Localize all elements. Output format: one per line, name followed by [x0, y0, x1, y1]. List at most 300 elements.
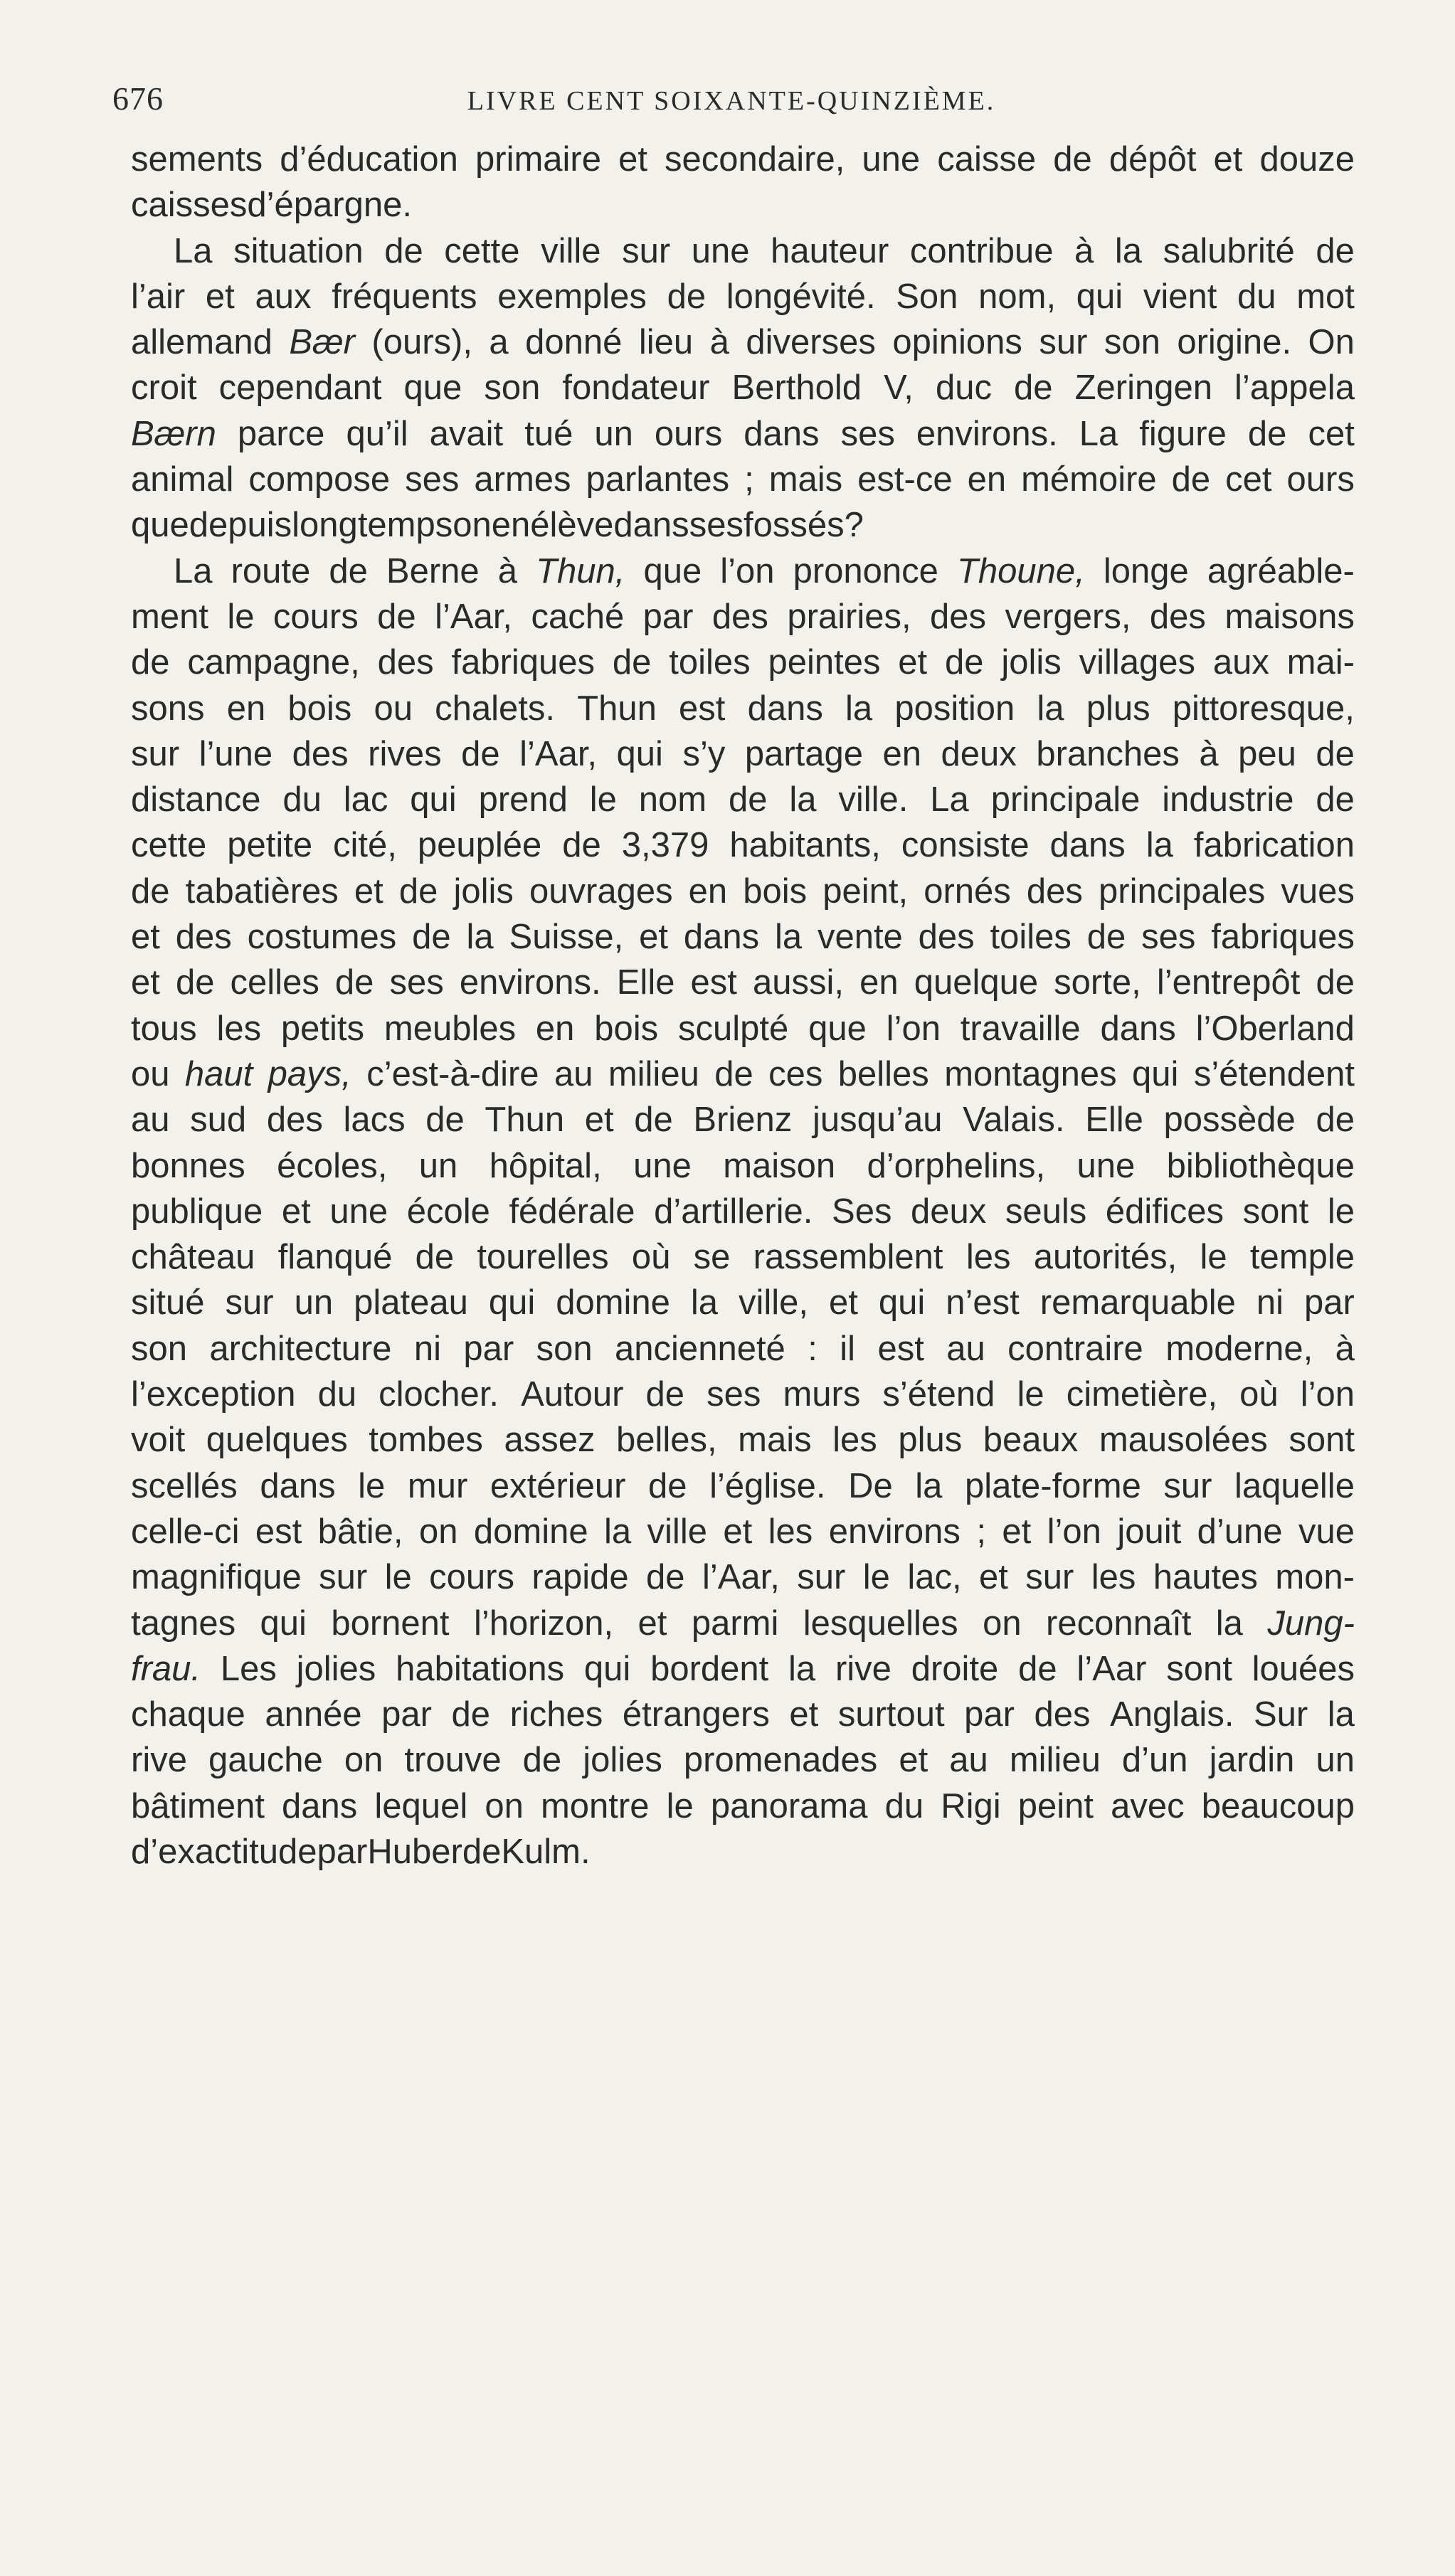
word: croit	[131, 369, 197, 408]
word: ses	[389, 963, 444, 1002]
word: d’orphelins,	[867, 1146, 1046, 1185]
word: ouvrages	[529, 871, 673, 911]
word: cet	[1308, 414, 1355, 453]
word: dépôt	[1109, 140, 1197, 179]
word: par	[381, 1695, 432, 1734]
word: la	[915, 1466, 943, 1505]
word: et	[1002, 1512, 1032, 1551]
word: vergers,	[1005, 597, 1131, 636]
word: que	[131, 506, 189, 545]
word: deux	[941, 734, 1017, 773]
word: vente	[817, 918, 903, 957]
word: ses	[405, 460, 460, 499]
word: vue	[1298, 1512, 1355, 1551]
word: Ses	[832, 1192, 892, 1231]
word: reconnaît	[1046, 1604, 1192, 1643]
word: bordent	[650, 1649, 769, 1688]
word: Les	[220, 1649, 277, 1688]
text-line	[131, 1554, 1355, 1600]
word: à	[1074, 231, 1094, 270]
word: un	[418, 1146, 458, 1185]
word: milieu	[1009, 1741, 1101, 1780]
word: on	[453, 506, 492, 545]
word: longévité.	[726, 277, 876, 316]
word: position	[894, 689, 1015, 728]
word: jusqu’au	[812, 1101, 943, 1140]
word: que	[643, 551, 702, 590]
word: d’une	[1197, 1512, 1283, 1551]
word: en	[882, 734, 922, 773]
word: de	[1316, 231, 1355, 270]
word: on	[485, 1786, 524, 1825]
word: de	[522, 1741, 562, 1780]
word: bois	[743, 871, 808, 911]
word: assez	[504, 1421, 596, 1460]
word: par	[463, 1329, 514, 1368]
word: d’un	[1121, 1741, 1188, 1780]
word: sont	[1289, 1421, 1355, 1460]
word: l’Aar	[1076, 1649, 1147, 1688]
word: avec	[1111, 1786, 1185, 1825]
word: un	[294, 1283, 334, 1323]
word: scellés	[131, 1466, 238, 1505]
word: V,	[884, 369, 914, 408]
word: contraire	[1007, 1329, 1143, 1368]
body-text	[131, 137, 1355, 1875]
word: (ours),	[371, 323, 472, 362]
word: Huber	[367, 1832, 462, 1871]
word: prend	[478, 780, 568, 820]
word: costumes	[247, 918, 397, 957]
word: Elle	[1085, 1101, 1143, 1140]
word: jolis	[453, 871, 514, 911]
word: peint,	[822, 871, 909, 911]
word: de	[1316, 734, 1355, 773]
word: Suisse,	[509, 918, 624, 957]
word: aux	[1212, 643, 1269, 682]
word: à	[1335, 1329, 1355, 1368]
text-line	[131, 1646, 1355, 1692]
word: peint	[1017, 1786, 1094, 1825]
word: Bærn	[131, 414, 216, 453]
word: lieu	[638, 323, 694, 362]
text-line	[131, 960, 1355, 1005]
word: montagnes	[944, 1054, 1117, 1093]
word: le	[589, 780, 617, 820]
word: les	[832, 1421, 877, 1460]
word: lesquelles	[803, 1604, 958, 1643]
word: prairies,	[787, 597, 911, 636]
word: l’on	[1300, 1375, 1355, 1414]
word: du	[282, 780, 322, 820]
word: seuls	[1005, 1192, 1087, 1231]
text-line	[131, 319, 1355, 365]
word: dans	[747, 689, 823, 728]
word: architecture	[209, 1329, 392, 1368]
word: l’on	[886, 1009, 941, 1048]
word: le	[1327, 1192, 1355, 1231]
word: droite	[911, 1649, 999, 1688]
word: dans	[1049, 826, 1126, 865]
word: et	[639, 918, 668, 957]
word: de	[562, 826, 601, 865]
word: des	[377, 643, 434, 682]
word: animal	[131, 460, 234, 499]
word: au	[554, 1054, 593, 1093]
text-line	[131, 548, 1355, 594]
word: riches	[509, 1695, 603, 1734]
word: cependant	[218, 369, 382, 408]
word: la	[845, 689, 873, 728]
word: d’artillerie.	[654, 1192, 813, 1231]
word: flanqué	[277, 1238, 393, 1277]
word: son	[1104, 323, 1160, 362]
word: tourelles	[477, 1238, 609, 1277]
word: Valais.	[963, 1101, 1065, 1140]
text-line	[131, 1234, 1355, 1280]
word: une	[862, 140, 921, 179]
word: peuplée	[417, 826, 542, 865]
word: contribue	[909, 231, 1054, 270]
word: l’on	[1047, 1512, 1101, 1551]
word: qui	[1076, 277, 1123, 316]
word: la	[466, 918, 494, 957]
word: le	[1017, 1375, 1044, 1414]
word: et	[978, 1558, 1008, 1597]
word: bibliothèque	[1166, 1146, 1355, 1185]
word: diverses	[746, 323, 876, 362]
word: son	[131, 1329, 188, 1368]
word: mémoire	[1021, 460, 1157, 499]
word: ville,	[739, 1283, 809, 1323]
word: voit	[131, 1421, 186, 1460]
word: fréquents	[332, 277, 477, 316]
word: environs	[828, 1512, 961, 1551]
word: de	[451, 1695, 491, 1734]
word: jardin	[1209, 1741, 1295, 1780]
word: bâtie,	[317, 1512, 403, 1551]
word: l’entrepôt	[1156, 963, 1301, 1002]
word: de	[461, 734, 500, 773]
word: Thun	[485, 1101, 565, 1140]
word: avait	[429, 414, 504, 453]
word: toiles	[990, 918, 1072, 957]
word: montre	[540, 1786, 650, 1825]
word: parmi	[691, 1604, 779, 1643]
word: la	[1146, 826, 1173, 865]
word: son	[484, 369, 541, 408]
word: d’exactitude	[131, 1832, 317, 1871]
word: de	[944, 643, 984, 682]
word: bonnes	[131, 1146, 245, 1185]
word: de	[1316, 780, 1355, 820]
running-title: LIVRE CENT SOIXANTE-QUINZIÈME.	[467, 86, 996, 116]
word: la	[789, 780, 817, 820]
word: douze	[1259, 140, 1355, 179]
word: des	[1149, 597, 1206, 636]
word: cité,	[333, 826, 397, 865]
word: La	[930, 780, 969, 820]
word: prononce	[793, 551, 938, 590]
word: meubles	[383, 1009, 517, 1048]
word: lac	[343, 780, 388, 820]
word: de	[612, 643, 652, 682]
word: La	[174, 231, 213, 270]
word: de	[1316, 1101, 1355, 1140]
text-line	[131, 502, 1355, 548]
word: fabriques	[451, 643, 596, 682]
word: extérieur	[490, 1466, 626, 1505]
word: des	[918, 918, 975, 957]
word: des	[175, 918, 232, 957]
word: Thun,	[536, 551, 625, 590]
word: château	[131, 1238, 255, 1277]
word: de	[1171, 460, 1211, 499]
word: dans	[683, 918, 760, 957]
word: et	[1213, 140, 1243, 179]
word: clocher.	[379, 1375, 499, 1414]
word: année	[265, 1695, 362, 1734]
text-line	[131, 411, 1355, 457]
word: qui	[260, 1604, 307, 1643]
word: de	[667, 277, 707, 316]
text-line	[131, 137, 1355, 182]
text-line	[131, 1783, 1355, 1829]
word: en	[535, 1009, 575, 1048]
word: par	[317, 1832, 368, 1871]
word: s’étend	[882, 1375, 995, 1414]
word: sont	[1166, 1649, 1232, 1688]
word: la	[1037, 689, 1064, 728]
word: qui	[616, 734, 663, 773]
word: frau.	[131, 1649, 201, 1688]
word: plus	[1086, 689, 1150, 728]
word: aussi,	[753, 963, 845, 1002]
word: mot	[1296, 277, 1355, 316]
word: chalets.	[435, 689, 555, 728]
word: De	[848, 1466, 893, 1505]
word: mais	[738, 1421, 812, 1460]
word: deux	[911, 1192, 987, 1231]
word: au	[949, 1741, 988, 1780]
word: :	[808, 1329, 818, 1368]
word: édifices	[1105, 1192, 1224, 1231]
word: villages	[1079, 643, 1195, 682]
word: la	[774, 918, 803, 957]
word: à	[497, 551, 517, 590]
word: et	[281, 1192, 311, 1231]
word: une	[633, 1146, 692, 1185]
text-line	[131, 686, 1355, 731]
word: l’on	[720, 551, 775, 590]
word: parlantes	[586, 460, 730, 499]
word: Berthold	[731, 369, 862, 408]
word: Sur	[1253, 1695, 1308, 1734]
word: beaux	[983, 1421, 1079, 1460]
word: ;	[744, 460, 754, 499]
word: et	[789, 1695, 819, 1734]
word: est	[877, 1329, 924, 1368]
word: et	[637, 1604, 667, 1643]
word: des	[1026, 871, 1083, 911]
word: donné	[525, 323, 623, 362]
word: rassemblent	[753, 1238, 943, 1277]
word: du	[317, 1375, 357, 1414]
word: ancienneté	[615, 1329, 785, 1368]
word: industrie	[1162, 780, 1294, 820]
word: lac,	[907, 1558, 962, 1597]
word: salubrité	[1163, 231, 1295, 270]
word: secondaire,	[665, 140, 845, 179]
word: maisons	[1224, 597, 1355, 636]
word: pays,	[268, 1054, 351, 1093]
word: haut	[184, 1054, 253, 1093]
word: tué	[524, 414, 573, 453]
word: le	[384, 1558, 412, 1597]
word: temple	[1249, 1238, 1355, 1277]
word: celles	[230, 963, 319, 1002]
word: de	[1086, 918, 1126, 957]
word: qui	[1132, 1054, 1179, 1093]
word: panorama	[710, 1786, 868, 1825]
word: ses	[689, 506, 744, 545]
word: une	[691, 231, 750, 270]
word: et	[205, 277, 235, 316]
text-line	[131, 1463, 1355, 1509]
word: On	[1308, 323, 1355, 362]
word: bois	[287, 689, 352, 728]
word: figure	[1139, 414, 1227, 453]
word: Thoune,	[957, 551, 1085, 590]
word: de	[415, 1238, 455, 1277]
word: Autour	[521, 1375, 624, 1414]
word: les	[965, 1238, 1011, 1277]
word: qui	[878, 1283, 926, 1323]
word: ou	[131, 1054, 170, 1093]
word: ment	[131, 597, 208, 636]
word: du	[1237, 277, 1276, 316]
word: des	[930, 597, 987, 636]
word: le	[1200, 1238, 1227, 1277]
word: jolies	[583, 1741, 662, 1780]
text-line	[131, 777, 1355, 822]
word: tous	[131, 1009, 197, 1048]
word: par	[1303, 1283, 1355, 1323]
word: de	[175, 963, 215, 1002]
word: écoles,	[277, 1146, 388, 1185]
text-line	[131, 1006, 1355, 1051]
word: route	[231, 551, 311, 590]
word: où	[1239, 1375, 1279, 1414]
word: promenades	[683, 1741, 878, 1780]
word: que	[403, 369, 462, 408]
word: peu	[1238, 734, 1296, 773]
word: principales	[1099, 871, 1266, 911]
word: Bær	[289, 323, 355, 362]
word: possède	[1163, 1101, 1296, 1140]
word: duc	[935, 369, 992, 408]
word: caché	[531, 597, 625, 636]
word: le	[862, 1558, 890, 1597]
word: publique	[131, 1192, 263, 1231]
word: La	[1079, 414, 1118, 453]
word: des	[266, 1101, 323, 1140]
word: rapide	[531, 1558, 629, 1597]
word: ;	[976, 1512, 986, 1551]
word: partage	[744, 734, 864, 773]
word: de	[131, 643, 170, 682]
word: rive	[835, 1649, 891, 1688]
word: mai-	[1286, 643, 1355, 682]
word: de	[646, 1558, 685, 1597]
word: Kulm.	[501, 1832, 591, 1871]
word: vient	[1143, 277, 1217, 316]
word: qu’il	[346, 414, 408, 453]
word: allemand	[131, 323, 273, 362]
text-line	[131, 731, 1355, 777]
text-line	[131, 1417, 1355, 1463]
word: hautes	[1153, 1558, 1258, 1597]
word: et	[131, 918, 160, 957]
word: l’Oberland	[1195, 1009, 1355, 1048]
word: l’exception	[131, 1375, 296, 1414]
word: les	[768, 1512, 813, 1551]
word: belles	[837, 1054, 929, 1093]
word: de	[728, 780, 768, 820]
word: de	[648, 1466, 687, 1505]
word: opinions	[892, 323, 1022, 362]
word: et	[354, 871, 383, 911]
word: une	[1076, 1146, 1136, 1185]
word: nom	[638, 780, 707, 820]
word: au	[946, 1329, 985, 1368]
word: fondateur	[562, 369, 710, 408]
word: remarquable	[1039, 1283, 1236, 1323]
word: Son	[896, 277, 958, 316]
word: et	[723, 1512, 753, 1551]
word: sorte,	[1054, 963, 1141, 1002]
word: sur	[1039, 323, 1088, 362]
word: de	[334, 963, 374, 1002]
text-line	[131, 228, 1355, 274]
word: l’Aar,	[435, 597, 513, 636]
word: quelques	[206, 1421, 348, 1460]
word: louées	[1252, 1649, 1355, 1688]
word: les	[216, 1009, 262, 1048]
word: l’Aar,	[519, 734, 598, 773]
word: Zeringen	[1074, 369, 1212, 408]
word: surtout	[837, 1695, 945, 1734]
word: moderne,	[1165, 1329, 1313, 1368]
word: cimetière,	[1066, 1375, 1218, 1414]
text-line	[131, 1737, 1355, 1783]
word: s’y	[682, 734, 726, 773]
word: la	[690, 1283, 719, 1323]
word: sont	[1242, 1192, 1309, 1231]
text-line	[131, 640, 1355, 685]
word: plus	[898, 1421, 963, 1460]
word: sur	[1163, 1466, 1212, 1505]
word: ces	[768, 1054, 823, 1093]
text-line	[131, 1280, 1355, 1325]
word: Brienz	[693, 1101, 793, 1140]
word: environs.	[916, 414, 1058, 453]
word: toiles	[669, 643, 751, 682]
word: de	[329, 551, 368, 590]
word: trouve	[404, 1741, 502, 1780]
word: Anglais.	[1110, 1695, 1234, 1734]
text-line	[131, 1143, 1355, 1189]
